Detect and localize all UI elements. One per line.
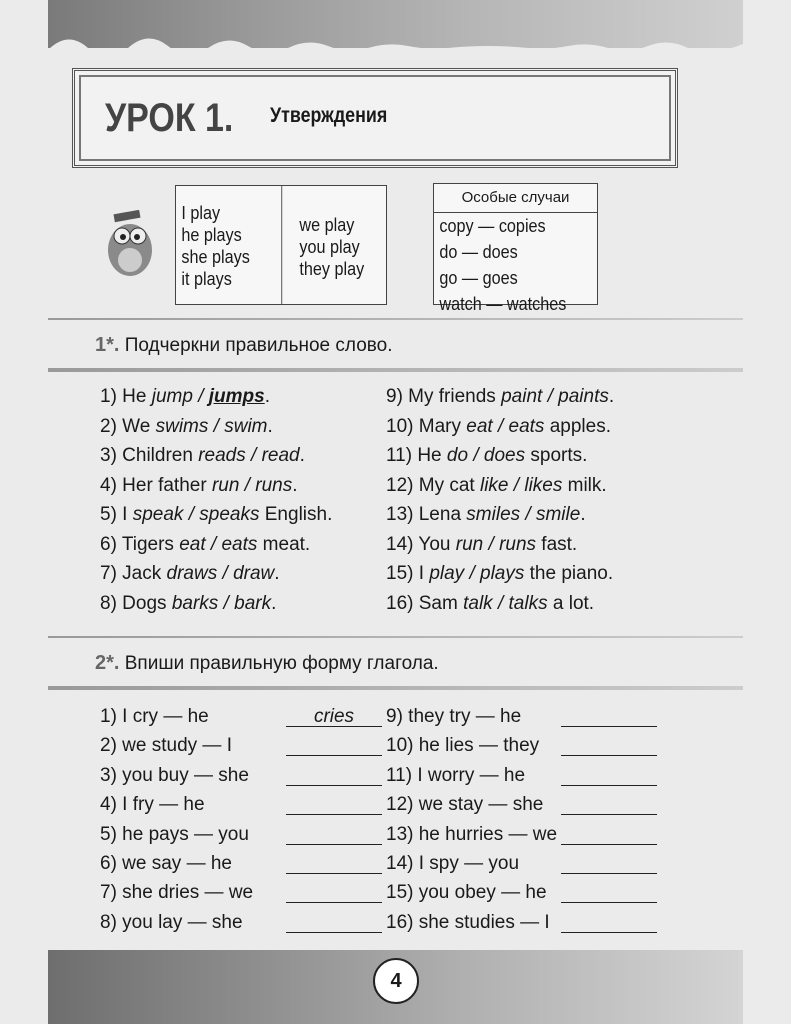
- option-a[interactable]: reads: [198, 445, 246, 466]
- option-a[interactable]: draws: [166, 563, 218, 584]
- sentence-end: .: [264, 386, 271, 407]
- sentence-end: the piano.: [524, 563, 614, 584]
- option-a[interactable]: smiles: [466, 504, 521, 525]
- special-case: copy — copies: [439, 216, 546, 236]
- option-b[interactable]: likes: [524, 474, 563, 496]
- lesson-title: УРОК 1.: [105, 96, 234, 140]
- special-case: go — goes: [439, 268, 518, 288]
- answer-blank[interactable]: [561, 824, 657, 845]
- exercise-2-item: [100, 912, 243, 934]
- exercise-1-item: 8) Dogs barks / bark.: [100, 592, 277, 614]
- plural-form: they play: [299, 259, 365, 279]
- answer-blank[interactable]: [561, 882, 657, 903]
- exercise-2-item: [100, 853, 232, 875]
- verb-prompt: 7) she dries — we: [100, 882, 254, 904]
- verb-prompt: 9) they try — he: [386, 706, 522, 727]
- sentence-start: 6) Tigers: [100, 533, 180, 555]
- exercise-1-item: 4) Her father run / runs.: [100, 474, 298, 496]
- option-b[interactable]: bark: [234, 592, 272, 614]
- sentence-end: a lot.: [547, 592, 595, 614]
- option-b[interactable]: paints: [558, 386, 609, 407]
- verb-prompt: 5) he pays — you: [100, 823, 249, 845]
- exercise-2-item: [386, 794, 543, 816]
- wave-decoration: [48, 30, 743, 70]
- sentence-start: 12) My cat: [386, 474, 480, 496]
- option-b[interactable]: swim: [224, 415, 268, 437]
- sentence-start: 1) He: [100, 386, 152, 407]
- plural-form: you play: [299, 237, 360, 257]
- exercise-1-item: 15) I play / plays the piano.: [386, 563, 614, 584]
- exercise-1-item: 10) Mary eat / eats apples.: [386, 415, 611, 437]
- exercise-2-item: [100, 882, 253, 904]
- exercise-1-item: 16) Sam talk / talks a lot.: [386, 592, 595, 614]
- option-a[interactable]: swims: [155, 415, 209, 437]
- divider: [48, 686, 743, 690]
- answer-blank[interactable]: [561, 706, 657, 727]
- sentence-start: 2) We: [100, 415, 156, 437]
- option-b[interactable]: eats: [508, 415, 545, 437]
- exercise-instruction: Впиши правильную форму глагола.: [124, 653, 439, 674]
- singular-form: I play: [181, 203, 221, 223]
- lesson-subtitle: Утверждения: [270, 104, 388, 127]
- sentence-start: 5) I: [100, 504, 133, 525]
- option-b[interactable]: jumps: [208, 386, 265, 407]
- exercise-1-item: 3) Children reads / read.: [100, 445, 305, 466]
- option-a[interactable]: paint: [501, 386, 543, 407]
- sentence-start: 4) Her father: [100, 474, 212, 496]
- special-cases-heading: Особые случаи: [434, 184, 597, 213]
- exercise-1-item: 11) He do / does sports.: [386, 445, 588, 466]
- exercise-1-item: 2) We swims / swim.: [100, 415, 273, 437]
- answer-blank[interactable]: cries: [286, 706, 382, 727]
- option-b[interactable]: runs: [499, 533, 537, 555]
- verb-prompt: 2) we study — I: [100, 735, 232, 757]
- sentence-start: 7) Jack: [100, 563, 167, 584]
- option-b[interactable]: eats: [221, 533, 258, 555]
- answer-blank[interactable]: [561, 912, 657, 933]
- sentence-end: .: [299, 445, 305, 466]
- plural-form: we play: [299, 215, 355, 235]
- verb-prompt: 6) we say — he: [100, 853, 232, 874]
- sentence-end: .: [580, 504, 586, 525]
- sentence-end: English.: [259, 504, 333, 525]
- sentence-end: .: [292, 474, 298, 496]
- option-a[interactable]: eat: [466, 415, 493, 437]
- answer-blank[interactable]: [286, 853, 382, 874]
- exercise-2-item: [386, 853, 519, 875]
- singular-column: [176, 186, 282, 304]
- owl-illustration: [100, 210, 160, 280]
- sentence-end: apples.: [544, 415, 611, 437]
- special-cases-table: [433, 183, 598, 314]
- exercise-2-item: [100, 735, 232, 757]
- option-b[interactable]: runs: [255, 474, 293, 496]
- answer-blank[interactable]: [286, 765, 382, 786]
- exercise-2-heading: [95, 652, 439, 675]
- option-b[interactable]: talks: [508, 592, 548, 614]
- option-b[interactable]: does: [483, 445, 526, 466]
- option-b[interactable]: speaks: [199, 504, 260, 525]
- exercise-2-item: [100, 706, 355, 728]
- exercise-2-item: [386, 824, 557, 846]
- exercise-instruction: Подчеркни правильное слово.: [124, 335, 393, 356]
- page-number: 4: [373, 958, 419, 1004]
- sentence-start: 15) I: [386, 563, 430, 584]
- verb-prompt: 4) I fry — he: [100, 794, 205, 816]
- verb-prompt: 13) he hurries — we: [386, 823, 558, 845]
- sentence-end: meat.: [257, 533, 311, 555]
- answer-blank[interactable]: [561, 735, 657, 756]
- option-a[interactable]: do: [446, 445, 469, 466]
- exercise-2-item: [100, 765, 249, 787]
- special-case: do — does: [439, 242, 518, 262]
- exercise-1-item: 1) He jump / jumps.: [100, 386, 271, 407]
- divider: [48, 318, 743, 320]
- sentence-end: .: [267, 415, 273, 437]
- option-a[interactable]: run: [211, 474, 240, 496]
- sentence-end: .: [608, 386, 615, 407]
- exercise-2-item: [386, 735, 539, 757]
- option-b[interactable]: draw: [233, 563, 275, 584]
- sentence-end: fast.: [536, 533, 578, 555]
- exercise-number: 1*.: [95, 334, 120, 356]
- answer-blank[interactable]: [286, 794, 382, 815]
- exercise-1-item: 6) Tigers eat / eats meat.: [100, 533, 311, 555]
- exercise-2-item: [386, 765, 525, 787]
- verb-prompt: 1) I cry — he: [100, 706, 209, 727]
- sentence-end: milk.: [562, 474, 607, 496]
- exercise-2-item: [386, 912, 550, 934]
- answer-blank[interactable]: [561, 765, 657, 786]
- sentence-end: .: [271, 592, 277, 614]
- conjugation-table: [175, 185, 387, 305]
- singular-form: she plays: [181, 247, 250, 267]
- sentence-start: 16) Sam: [386, 592, 464, 614]
- sentence-start: 11) He: [386, 445, 447, 466]
- verb-prompt: 10) he lies — they: [386, 735, 540, 757]
- verb-prompt: 11) I worry — he: [386, 764, 526, 786]
- option-a[interactable]: eat: [179, 533, 206, 555]
- answer-blank[interactable]: [286, 735, 382, 756]
- option-a[interactable]: speak: [132, 504, 184, 525]
- option-a[interactable]: barks: [171, 592, 219, 614]
- answer-blank[interactable]: [561, 853, 657, 874]
- option-b[interactable]: plays: [480, 563, 525, 584]
- exercise-1-item: 12) My cat like / likes milk.: [386, 474, 607, 496]
- verb-prompt: 14) I spy — you: [386, 853, 520, 874]
- verb-prompt: 12) we stay — she: [386, 794, 544, 816]
- exercise-2-item: [386, 882, 547, 904]
- exercise-1-item: 7) Jack draws / draw.: [100, 563, 280, 584]
- exercise-1-heading: [95, 334, 393, 357]
- singular-form: it plays: [181, 269, 232, 289]
- verb-prompt: 3) you buy — she: [100, 764, 249, 786]
- exercise-1-item: 14) You run / runs fast.: [386, 533, 578, 555]
- option-b[interactable]: smile: [535, 504, 581, 525]
- option-a[interactable]: like: [479, 474, 509, 496]
- sentence-start: 3) Children: [100, 445, 199, 466]
- exercise-1-item: 5) I speak / speaks English.: [100, 504, 333, 525]
- answer-blank[interactable]: [286, 882, 382, 903]
- sentence-start: 10) Mary: [386, 415, 467, 437]
- exercise-2-item: [100, 794, 205, 816]
- exercise-1-item: 13) Lena smiles / smile.: [386, 504, 586, 525]
- sentence-start: 13) Lena: [386, 504, 467, 525]
- sentence-start: 9) My friends: [386, 386, 502, 407]
- plural-column: [294, 186, 370, 304]
- option-b[interactable]: read: [261, 445, 300, 466]
- verb-prompt: 16) she studies — I: [386, 911, 550, 933]
- exercise-2-item: [386, 706, 521, 728]
- sentence-start: 14) You: [386, 533, 456, 555]
- sentence-end: .: [274, 563, 280, 584]
- exercise-1-item: 9) My friends paint / paints.: [386, 386, 615, 407]
- option-a[interactable]: talk: [463, 592, 493, 614]
- singular-form: he plays: [181, 225, 242, 245]
- answer-blank[interactable]: [286, 824, 382, 845]
- option-a[interactable]: run: [455, 533, 484, 555]
- divider: [48, 368, 743, 372]
- sentence-end: sports.: [525, 445, 588, 466]
- verb-prompt: 8) you lay — she: [100, 911, 243, 933]
- exercise-2-item: [100, 824, 249, 846]
- option-a[interactable]: play: [429, 563, 465, 584]
- special-case: watch — watches: [439, 294, 567, 314]
- divider: [48, 636, 743, 638]
- option-a[interactable]: jump: [151, 386, 193, 407]
- exercise-number: 2*.: [95, 652, 120, 674]
- verb-prompt: 15) you obey — he: [386, 882, 547, 904]
- answer-blank[interactable]: [286, 912, 382, 933]
- sentence-start: 8) Dogs: [100, 592, 172, 614]
- answer-blank[interactable]: [561, 794, 657, 815]
